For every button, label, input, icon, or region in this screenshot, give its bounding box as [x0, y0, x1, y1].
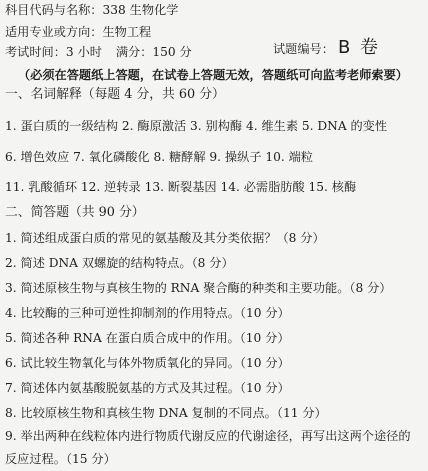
question-6: 6. 试比较生物氧化与体外物质氧化的异同。（10 分）	[5, 356, 290, 370]
exam-time: 考试时间：3 小时	[5, 45, 102, 59]
question-7: 7. 简述体内氨基酸脱氨基的方式及其过程。（10 分）	[5, 381, 290, 395]
question-3: 3. 简述原核生物与真核生物的 RNA 聚合酶的种类和主要功能。（8 分）	[5, 281, 392, 295]
section1-title: 一、名词解释（每题 4 分，共 60 分）	[5, 87, 225, 102]
paper-code: B 卷	[337, 37, 381, 58]
question-8: 8. 比较原核生物和真核生物 DNA 复制的不同点。（11 分）	[5, 406, 327, 420]
full-score: 满分：150 分	[115, 45, 192, 59]
section2-title: 二、简答题（共 90 分）	[5, 205, 145, 220]
question-9: 9. 举出两种在线粒体内进行物质代谢反应的代谢途径，再写出这两个途径的反应过程。（15 分）	[5, 429, 411, 466]
major-line: 适用专业或方向：生物工程	[5, 25, 152, 39]
terms-row-3: 11. 乳酸循环 12. 逆转录 13. 断裂基因 14. 必需脂肪酸 15. 核酶	[5, 180, 357, 194]
exam-time-group	[5, 45, 202, 59]
terms-row-2: 6. 增色效应 7. 氧化磷酸化 8. 糖酵解 9. 操纵子 10. 端粒	[5, 150, 313, 164]
question-5: 5. 简述各种 RNA 在蛋白质合成中的作用。（10 分）	[5, 331, 290, 345]
question-2: 2. 简述 DNA 双螺旋的结构特点。（8 分）	[5, 256, 234, 270]
paper-code-group	[273, 37, 381, 58]
question-4: 4. 比较酶的三种可逆性抑制剂的作用特点。（10 分）	[5, 306, 290, 320]
terms-row-1: 1. 蛋白质的一级结构 2. 酶原激活 3. 别构酶 4. 维生素 5. DNA 的变性	[5, 119, 388, 133]
subject-line: 科目代码与名称：338 生物化学	[5, 3, 179, 17]
info-row	[5, 37, 425, 60]
answer-note: （必须在答题纸上答题，在试卷上答题无效，答题纸可向监考老师索要）	[18, 68, 408, 82]
question-1: 1. 简述组成蛋白质的常见的氨基酸及其分类依据？（8 分）	[5, 231, 325, 245]
paper-code-label: 试题编号：	[273, 42, 334, 56]
